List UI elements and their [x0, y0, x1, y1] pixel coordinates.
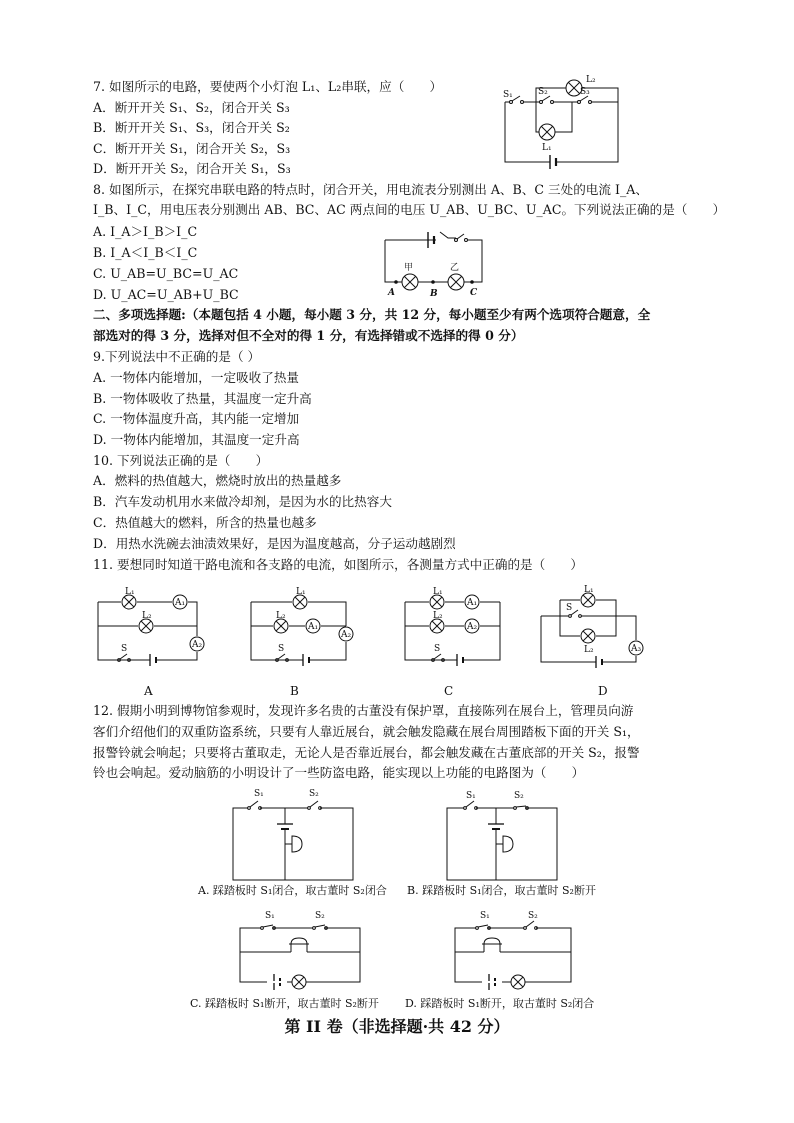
- q7-option-b: B．断开开关 S₁、S₃，闭合开关 S₂: [93, 120, 290, 135]
- q12c-label-s2: S₂: [315, 911, 325, 921]
- q12-stem-line3: 报警铃就会响起；只要将古董取走，无论人是否靠近展台，都会触发藏在古董底部的开关 S₂，报警: [93, 745, 640, 760]
- q11-circuit-d: [538, 586, 648, 666]
- q11c-label-l1: L₁: [433, 587, 443, 597]
- q12a-label-s2: S₂: [309, 789, 319, 799]
- q12b-label-s2: S₂: [514, 791, 524, 801]
- q12-stem-line2: 客们介绍他们的双重防盗系统，只要有人靠近展台，就会触发隐藏在展台周围踏板下面的开关 S₁，: [93, 724, 640, 739]
- q10-option-d: D．用热水洗碗去油渍效果好，是因为温度越高，分子运动越剧烈: [93, 536, 456, 551]
- q9-stem: 9.下列说法中不正确的是（ ）: [93, 349, 261, 364]
- q8-label-yi: 乙: [450, 263, 460, 273]
- q11b-label-l1: L₁: [296, 587, 306, 597]
- q7-option-d: D．断开开关 S₂，闭合开关 S₁，S₃: [93, 161, 291, 176]
- q12c-label-s1: S₁: [265, 911, 275, 921]
- q11-option-label-a: A: [144, 684, 153, 698]
- q11b-label-a2: A₂: [341, 630, 352, 640]
- q11a-label-a2: A₂: [192, 640, 203, 650]
- q11c-label-a1: A₁: [467, 598, 478, 608]
- q12-circuit-b: [444, 786, 574, 886]
- q11-stem: 11. 要想同时知道干路电流和各支路的电流，如图所示，各测量方式中正确的是（ ）: [93, 557, 584, 572]
- q11-circuit-a: [95, 586, 205, 666]
- q8-option-a: A. I_A＞I_B＞I_C: [93, 224, 198, 239]
- q8-circuit-diagram: [380, 228, 490, 300]
- q10-option-b: B．汽车发动机用水来做冷却剂，是因为水的比热容大: [93, 494, 392, 509]
- q8-stem-line1: 8. 如图所示，在探究串联电路的特点时，闭合开关，用电流表分别测出 A、B、C 三处的电流 I_A、: [93, 182, 648, 197]
- q10-option-a: A．燃料的热值越大，燃烧时放出的热量越多: [93, 473, 342, 488]
- q11b-label-a1: A₁: [308, 622, 319, 632]
- q7-stem: 7. 如图所示的电路，要使两个小灯泡 L₁、L₂串联，应（ ）: [93, 79, 443, 94]
- q12-caption-b: B. 踩踏板时 S₁闭合，取古董时 S₂断开: [407, 884, 596, 897]
- q11c-label-l2: L₂: [433, 611, 443, 621]
- q11-option-label-c: C: [444, 684, 454, 698]
- q7-label-l1: L₁: [542, 143, 552, 153]
- q11d-label-s: S: [566, 603, 573, 613]
- q11b-label-s: S: [278, 644, 285, 654]
- q11a-label-a1: A₁: [175, 598, 186, 608]
- q11a-label-s: S: [121, 644, 128, 654]
- section2-heading-line1: 二、多项选择题:（本题包括 4 小题，每小题 3 分，共 12 分，每小题至少有两个选项符合题意，全: [93, 307, 651, 322]
- q7-option-a: A．断开开关 S₁、S₂，闭合开关 S₃: [93, 100, 290, 115]
- q9-option-d: D. 一物体内能增加，其温度一定升高: [93, 432, 300, 447]
- q8-label-c: C: [470, 288, 478, 298]
- q11-circuit-b: [248, 586, 358, 666]
- q11c-label-s: S: [434, 644, 441, 654]
- q12a-label-s1: S₁: [254, 789, 264, 799]
- q11d-label-a3: A₃: [631, 644, 642, 654]
- q7-circuit-diagram: [500, 72, 625, 172]
- q12-circuit-c: [237, 906, 367, 996]
- q7-label-s3: S₃: [580, 87, 590, 97]
- q11d-label-l1: L₁: [584, 585, 594, 595]
- q8-label-jia: 甲: [404, 263, 414, 273]
- q12-caption-c: C. 踩踏板时 S₁断开，取古董时 S₂断开: [190, 997, 379, 1010]
- q7-label-s2: S₂: [538, 87, 548, 97]
- q10-option-c: C．热值越大的燃料，所含的热量也越多: [93, 515, 317, 530]
- q7-label-l2: L₂: [586, 75, 596, 85]
- q11d-label-l2: L₂: [584, 645, 594, 655]
- q12-caption-a: A. 踩踏板时 S₁闭合，取古董时 S₂闭合: [198, 884, 387, 897]
- q12-caption-d: D. 踩踏板时 S₁断开，取古董时 S₂闭合: [405, 997, 595, 1010]
- q8-label-a: A: [388, 288, 395, 298]
- q7-label-s1: S₁: [503, 90, 513, 100]
- section2-heading-line2: 部选对的得 3 分，选择对但不全对的得 1 分，有选择错或不选择的得 0 分）: [93, 328, 524, 343]
- q10-stem: 10. 下列说法正确的是（ ）: [93, 453, 269, 468]
- q9-option-c: C. 一物体温度升高，其内能一定增加: [93, 411, 300, 426]
- q11c-label-a2: A₂: [467, 622, 478, 632]
- q12-stem-line4: 铃也会响起。爱动脑筋的小明设计了一些防盗电路，能实现以上功能的电路图为（ ）: [93, 765, 585, 780]
- q11-option-label-d: D: [598, 684, 608, 698]
- part2-title: 第 II 卷（非选择题·共 42 分）: [284, 1017, 510, 1036]
- q8-label-b: B: [430, 289, 438, 299]
- q9-option-b: B. 一物体吸收了热量，其温度一定升高: [93, 391, 312, 406]
- q8-stem-line2: I_B、I_C，用电压表分别测出 AB、BC、AC 两点间的电压 U_AB、U_BC、U_AC。下列说法正确的是（ ）: [93, 202, 726, 217]
- q12-stem-line1: 12. 假期小明到博物馆参观时，发现许多名贵的古董没有保护罩，直接陈列在展台上，管理员向游: [93, 703, 634, 718]
- q12d-label-s2: S₂: [528, 911, 538, 921]
- q12b-label-s1: S₁: [466, 791, 476, 801]
- q12-circuit-d: [452, 906, 582, 996]
- q12-circuit-a: [230, 786, 360, 886]
- q8-option-c: C. U_AB=U_BC=U_AC: [93, 266, 239, 281]
- q7-option-c: C．断开开关 S₁，闭合开关 S₂，S₃: [93, 141, 291, 156]
- q11-option-label-b: B: [290, 684, 299, 698]
- q9-option-a: A. 一物体内能增加，一定吸收了热量: [93, 370, 300, 385]
- q11-circuit-c: [402, 586, 512, 666]
- q11b-label-l2: L₂: [276, 611, 286, 621]
- q12d-label-s1: S₁: [480, 911, 490, 921]
- q8-option-b: B. I_A＜I_B＜I_C: [93, 245, 198, 260]
- q11a-label-l1: L₁: [125, 587, 135, 597]
- q11a-label-l2: L₂: [142, 611, 152, 621]
- q8-option-d: D. U_AC=U_AB+U_BC: [93, 287, 239, 302]
